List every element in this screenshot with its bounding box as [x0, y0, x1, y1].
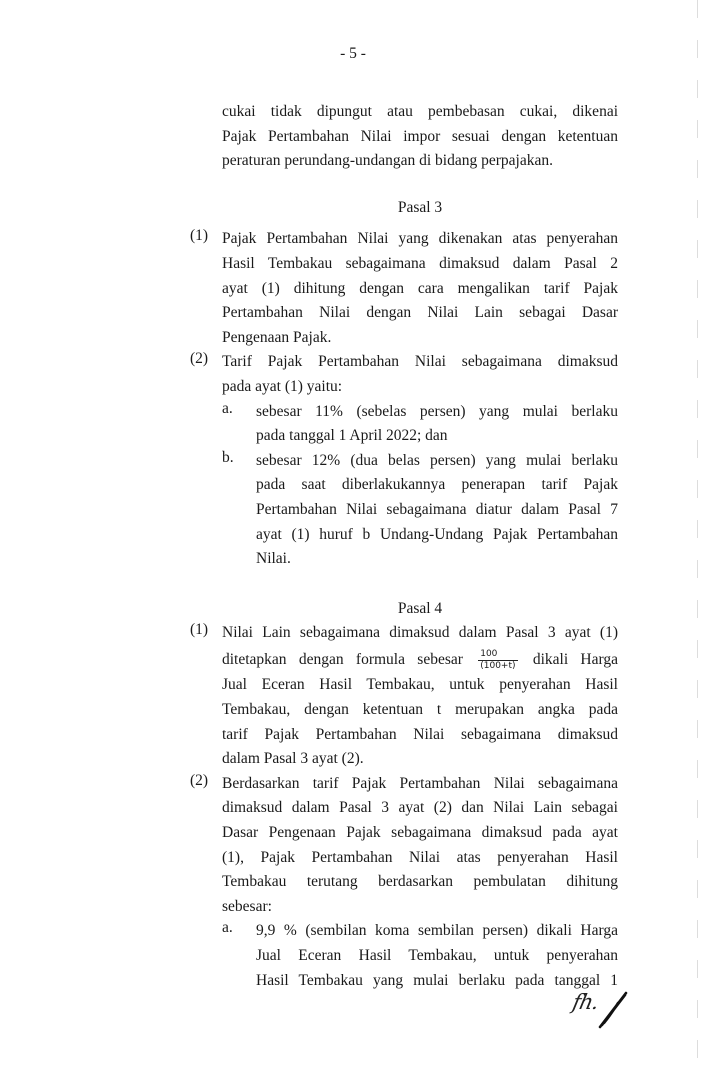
text-line: Hasil Tembakau yang mulai berlaku pada tanggal 1: [256, 971, 618, 989]
text-line: peraturan perundang-undangan di bidang perpajakan.: [222, 152, 553, 170]
text-line: tarif Pajak Pertambahan Nilai sebagaimana dimaksud: [222, 725, 618, 743]
text-line: Tarif Pajak Pertambahan Nilai sebagaimana dimaksud: [222, 353, 618, 371]
text-line: pada saat diberlakukannya penerapan tarif Pajak: [256, 476, 618, 494]
text-segment: dikali Harga: [532, 650, 619, 668]
item-body: [222, 350, 618, 571]
text-segment: ditetapkan dengan formula sebesar: [222, 650, 463, 668]
text-line: Berdasarkan tarif Pajak Pertambahan Nilai sebagaimana: [222, 774, 618, 792]
pasal4-section: [190, 597, 618, 993]
text-line: sebesar 12% (dua belas persen) yang mulai berlaku: [256, 451, 618, 469]
scan-edge-marks: [697, 0, 698, 1080]
text-line: Tembakau, dengan ketentuan t merupakan angka pada: [222, 700, 618, 718]
sub-item-body: [256, 449, 618, 572]
signature-stroke: [570, 985, 650, 1035]
text-line: Pajak Pertambahan Nilai yang dikenakan atas penyerahan: [222, 230, 618, 248]
fraction-numerator: 100: [478, 649, 517, 661]
text-line: sebesar:: [222, 897, 272, 915]
sub-item-letter: b.: [222, 448, 234, 466]
text-line: dimaksud dalam Pasal 3 ayat (2) dan Nilai Lain sebagai: [222, 799, 618, 817]
text-line: dalam Pasal 3 ayat (2).: [222, 750, 364, 768]
text-line: Tembakau terutang berdasarkan pembulatan dihitung: [222, 873, 618, 891]
item-number: (1): [190, 621, 209, 639]
article-item: [190, 621, 618, 771]
text-line: Hasil Tembakau sebagaimana dimaksud dalam Pasal 2: [222, 254, 618, 272]
signature-initials: fh.: [570, 990, 601, 1014]
text-line: Pengenaan Pajak.: [222, 328, 332, 346]
formula-line: [222, 646, 618, 674]
text-line: Pertambahan Nilai dengan Nilai Lain sebagai Dasar: [222, 304, 618, 322]
pasal4-heading: Pasal 4: [397, 599, 443, 617]
document-body: [190, 100, 618, 993]
sub-item-letter: a.: [222, 919, 233, 937]
item-body: [222, 227, 618, 350]
sub-item-letter: a.: [222, 399, 233, 417]
sub-item: [222, 400, 618, 449]
text-line: Nilai Lain sebagaimana dimaksud dalam Pasal 3 ayat (1): [222, 624, 618, 642]
article-item: [190, 227, 618, 350]
text-line: ayat (1) huruf b Undang-Undang Pajak Pertambahan: [256, 525, 618, 543]
text-line: pada tanggal 1 April 2022; dan: [256, 427, 448, 445]
text-line: pada ayat (1) yaitu:: [222, 377, 343, 395]
text-line: Jual Eceran Hasil Tembakau, untuk penyerahan: [256, 946, 618, 964]
sub-item: [222, 449, 618, 572]
fraction-formula: [478, 649, 517, 672]
pasal3-section: [190, 196, 618, 572]
sub-item: [222, 919, 618, 993]
text-line: Pajak Pertambahan Nilai impor sesuai dengan ketentuan: [222, 127, 618, 145]
text-line: Dasar Pengenaan Pajak sebagaimana dimaksud pada ayat: [222, 823, 618, 841]
text-line: Pertambahan Nilai sebagaimana diatur dalam Pasal 7: [256, 500, 618, 518]
text-line: 9,9 % (sembilan koma sembilan persen) dikali Harga: [256, 922, 618, 940]
pasal3-heading: Pasal 3: [397, 198, 443, 216]
article-item: [190, 350, 618, 571]
text-line: sebesar 11% (sebelas persen) yang mulai berlaku: [256, 402, 618, 420]
item-body: [222, 772, 618, 993]
page-number: - 5 -: [340, 45, 366, 62]
text-line: ayat (1) dihitung dengan cara mengalikan tarif Pajak: [222, 279, 618, 297]
text-line: cukai tidak dipungut atau pembebasan cukai, dikenai: [222, 103, 618, 120]
sub-item-body: [256, 400, 618, 449]
article-item: [190, 772, 618, 993]
text-line: Nilai.: [256, 550, 291, 568]
item-number: (2): [190, 771, 209, 789]
text-line: Jual Eceran Hasil Tembakau, untuk penyerahan Hasil: [222, 676, 618, 694]
item-number: (2): [190, 350, 209, 368]
text-line: (1), Pajak Pertambahan Nilai atas penyerahan Hasil: [222, 848, 618, 866]
sub-item-body: [256, 919, 618, 993]
fraction-denominator: (100+t): [480, 660, 516, 671]
continuation-paragraph: [222, 100, 618, 174]
item-body: [222, 621, 618, 771]
item-number: (1): [190, 227, 209, 245]
